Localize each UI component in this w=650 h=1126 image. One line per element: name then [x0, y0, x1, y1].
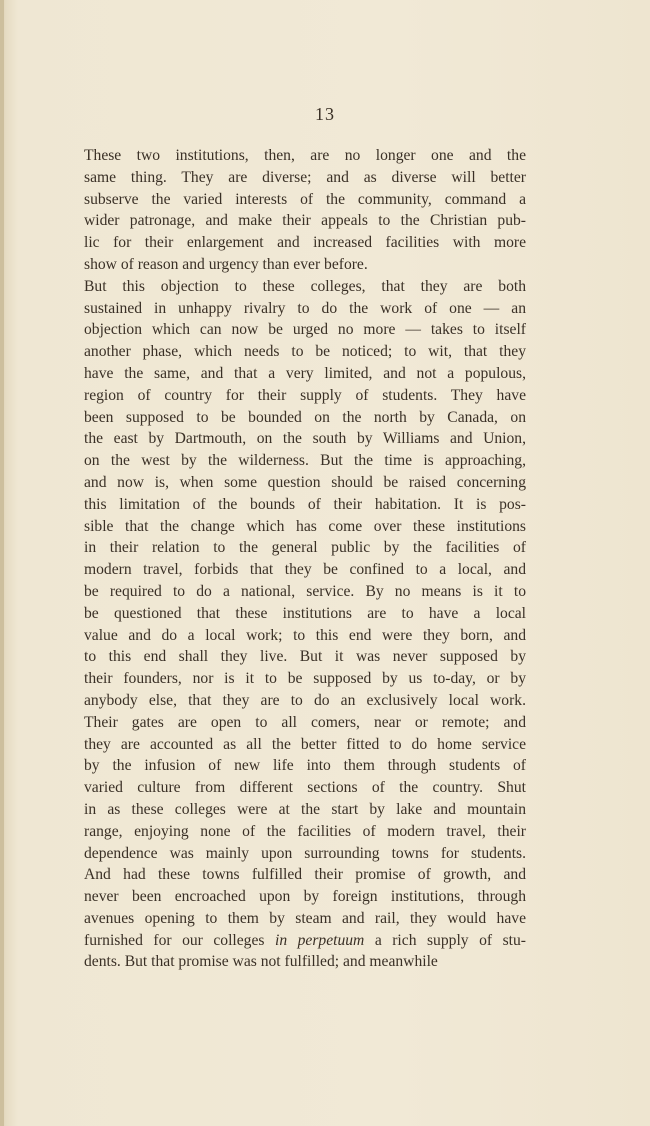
text-line: Their gates are open to all comers, near or remote; and [84, 713, 526, 731]
text-segment: a rich supply of stu- [364, 931, 526, 949]
text-line [84, 930, 526, 952]
text-line: sible that the change which has come over these institutions [84, 517, 526, 535]
text-line: by the infusion of new life into them through students of [84, 757, 526, 775]
text-line: sustained in unhappy rivalry to do the work of one — an [84, 299, 526, 317]
text-line: in as these colleges were at the start by lake and mountain [84, 800, 526, 818]
text-line: And had these towns fulfilled their promise of growth, and [84, 866, 526, 884]
text-line: be required to do a national, service. By no means is it to [84, 582, 526, 600]
text-line: been supposed to be bounded on the north by Canada, on [84, 408, 526, 426]
text-line: modern travel, forbids that they be confined to a local, and [84, 561, 526, 579]
text-line: to this end shall they live. But it was never supposed by [84, 648, 526, 666]
text-line: avenues opening to them by steam and rail, they would have [84, 909, 526, 927]
text-line: objection which can now be urged no more — takes to itself [84, 321, 526, 339]
body-text [84, 145, 526, 973]
page-spine-edge [0, 0, 4, 1126]
text-line: have the same, and that a very limited, and not a populous, [84, 364, 526, 382]
text-line: lic for their enlargement and increased facilities with more [84, 234, 526, 252]
text-line: they are accounted as all the better fitted to do home service [84, 735, 526, 753]
text-line: range, enjoying none of the facilities of modern travel, their [84, 822, 526, 840]
text-line: varied culture from different sections of the country. Shut [84, 779, 526, 797]
text-line: But this objection to these colleges, that they are both [84, 277, 526, 295]
text-line: this limitation of the bounds of their habitation. It is pos- [84, 495, 526, 513]
text-line: dents. But that promise was not fulfilled; and meanwhile [84, 953, 438, 971]
text-line: dependence was mainly upon surrounding towns for students. [84, 844, 526, 862]
page-number: 13 [315, 104, 335, 124]
text-segment: furnished for our colleges [84, 931, 275, 949]
text-line: same thing. They are diverse; and as diverse will better [84, 168, 526, 186]
text-line: never been encroached upon by foreign institutions, through [84, 888, 526, 906]
text-line: in their relation to the general public by the facilities of [84, 539, 526, 557]
text-line: These two institutions, then, are no longer one and the [84, 147, 526, 164]
text-line: be questioned that these institutions are to have a local [84, 604, 526, 622]
text-line: their founders, nor is it to be supposed by us to-day, or by [84, 670, 526, 688]
text-line: the east by Dartmouth, on the south by Williams and Union, [84, 430, 526, 448]
text-line: anybody else, that they are to do an exclusively local work. [84, 691, 526, 709]
text-line: and now is, when some question should be raised concerning [84, 473, 526, 491]
text-line: region of country for their supply of students. They have [84, 386, 526, 404]
text-line: wider patronage, and make their appeals to the Christian pub- [84, 212, 526, 230]
text-line: show of reason and urgency than ever before. [84, 255, 368, 273]
italic-phrase: in perpetuum [274, 931, 365, 949]
text-line: on the west by the wilderness. But the time is approaching, [84, 452, 526, 470]
text-line: value and do a local work; to this end were they born, and [84, 626, 526, 644]
text-line: subserve the varied interests of the community, command a [84, 190, 526, 208]
text-line: another phase, which needs to be noticed; to wit, that they [84, 343, 526, 361]
